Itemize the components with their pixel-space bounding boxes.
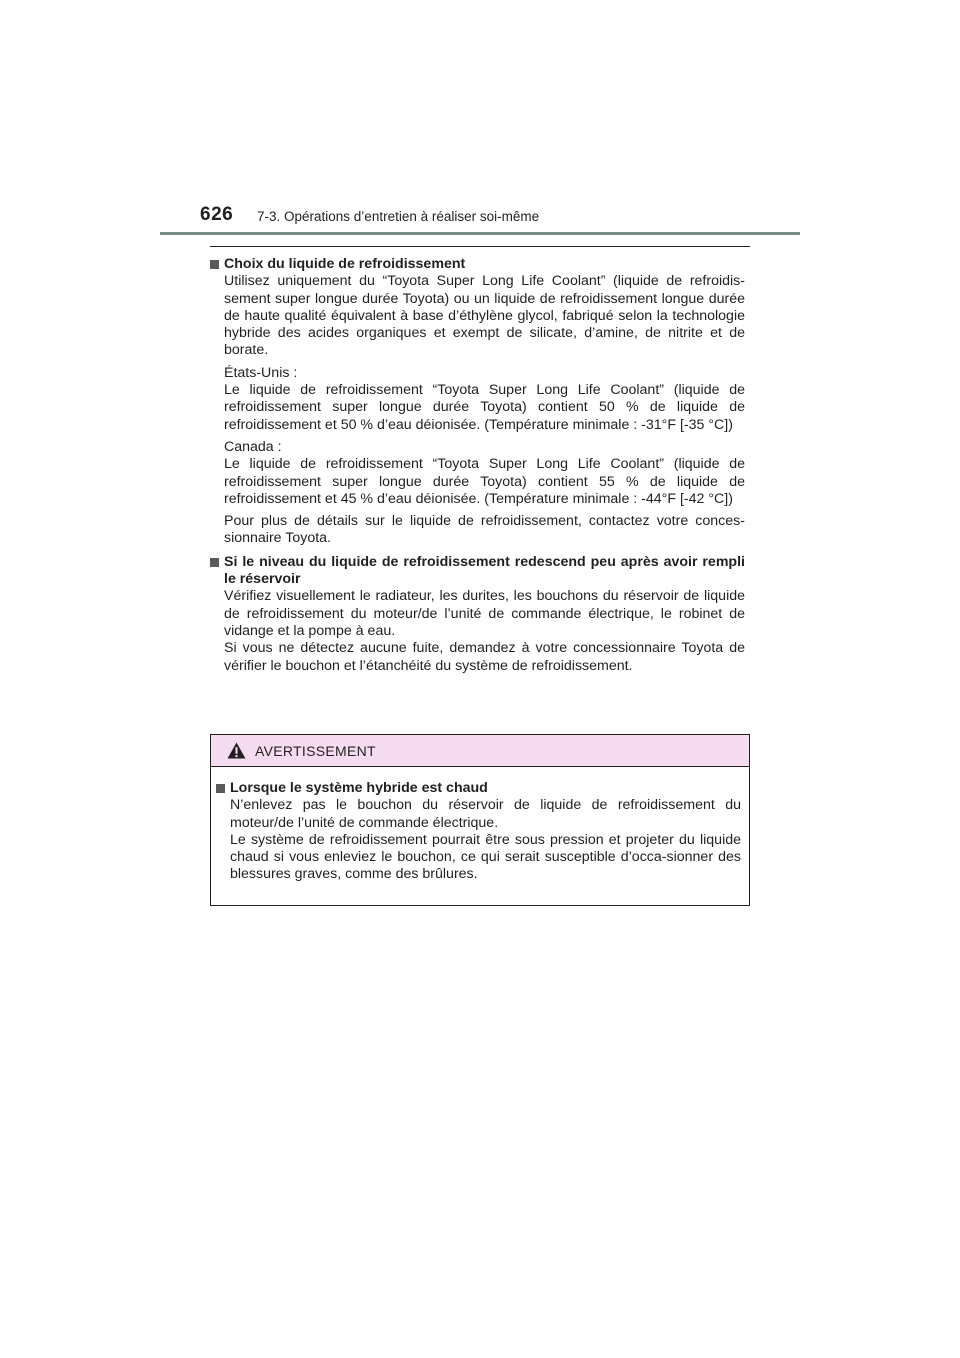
main-content [210, 256, 745, 681]
section-coolant-level [210, 554, 745, 675]
warning-header [211, 735, 749, 767]
warning-label: AVERTISSEMENT [255, 742, 376, 759]
warning-box [210, 734, 750, 906]
paragraph-group [230, 797, 741, 883]
paragraph-line: N’enlevez pas le bouchon du réservoir de liquide de refroidissement du moteur/de l’unité de commande électrique. [230, 797, 741, 831]
square-bullet-icon [210, 558, 219, 567]
paragraph-line: Le liquide de refroidissement “Toyota Super Long Life Coolant” (liquide de refroidissement super longue durée Toyota) contient 55 % de liquide de refroidissement et 45 % d’eau déionisée. (Température minimale : -44°F [-42 °C]) [224, 456, 745, 507]
paragraph-line: États-Unis : [224, 364, 298, 381]
running-head: 7-3. Opérations d’entretien à réaliser soi-même [257, 209, 540, 224]
warning-triangle-icon [227, 742, 246, 759]
header-rule [160, 232, 800, 235]
square-bullet-icon [210, 260, 219, 269]
paragraph-group [224, 588, 745, 674]
page-number: 626 [200, 204, 234, 225]
paragraph: Pour plus de détails sur le liquide de refroidissement, contactez votre conces-sionnaire Toyota. [224, 513, 745, 547]
section-title [210, 256, 745, 273]
paragraph: Utilisez uniquement du “Toyota Super Long Life Coolant” (liquide de refroidis-sement super longue durée Toyota) ou un liquide de refroidissement longue durée de haute qualité équivalent à base d’éthylène glycol, fabriqué selon la technologie hybride des acides organiques et exempt de silicate, d’amine, de nitrite et de borate. [224, 273, 745, 359]
warning-body [211, 767, 749, 884]
paragraph-line: Vérifiez visuellement le radiateur, les durites, les bouchons du réservoir de liquide de refroidissement du moteur/de l’unité de commande électrique, le robinet de vidange et la pompe à eau. [224, 588, 745, 639]
paragraph-line: Canada : [224, 438, 282, 455]
paragraph-line: Le liquide de refroidissement “Toyota Super Long Life Coolant” (liquide de refroidissement super longue durée Toyota) contient 50 % de liquide de refroidissement et 50 % d’eau déionisée. (Température minimale : -31°F [-35 °C]) [224, 382, 745, 433]
section-title [210, 554, 745, 589]
paragraph-line: Le système de refroidissement pourrait être sous pression et projeter du liquide chaud si vous enleviez le bouchon, ce qui serait susceptible d’occa-sionner des blessures graves, comme des brûlures. [230, 831, 741, 883]
warning-title [216, 780, 741, 797]
paragraph-line: Si vous ne détectez aucune fuite, demandez à votre concessionnaire Toyota de vérifier le bouchon et l’étanchéité du système de refroidissement. [224, 640, 745, 674]
section-coolant-choice [210, 256, 745, 548]
paragraph-group [224, 365, 745, 434]
content-rule [210, 246, 750, 247]
section-title-text: Choix du liquide de refroidissement [224, 256, 466, 272]
section-title-text: Si le niveau du liquide de refroidissement redescend peu après avoir rempli le réservoir [224, 553, 745, 588]
warning-title-text: Lorsque le système hybride est chaud [230, 780, 488, 796]
paragraph-group [224, 439, 745, 508]
square-bullet-icon [216, 784, 225, 793]
